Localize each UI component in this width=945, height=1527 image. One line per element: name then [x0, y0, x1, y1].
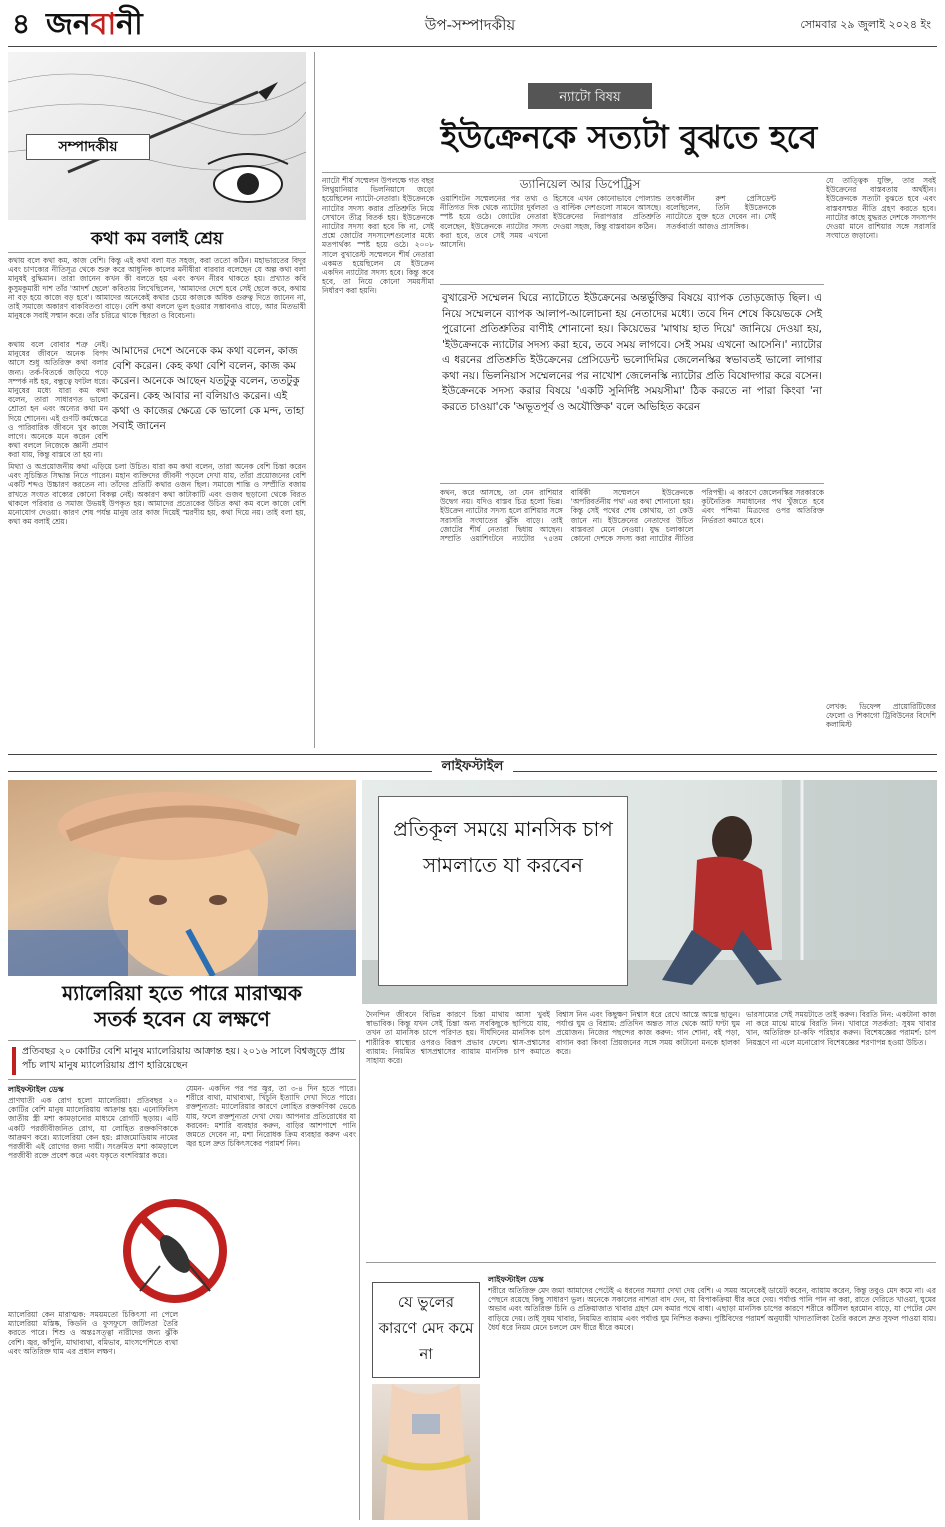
- section-title: উপ-সম্পাদকীয়: [424, 16, 516, 34]
- feature-author-note: লেখক: ডিফেন্স প্রায়োরিটিজের ফেলো ও শিকাগো ট্রিবিউনের বিদেশি কলামিস্ট: [826, 702, 936, 730]
- stress-body-3: ভারসাম্যের সেই সময়টাতে তাই করুন। বিরতি নিন: একটানা কাজ না করে মাঝে মাঝে বিরতি নিন। খাবারে সতর্কতা: সুষম খাবার খান, অতিরিক্ত চা-কফি পরিহার করুন। বিশেষজ্ঞের পরামর্শ: চাপ নিয়ন্ত্রণে না এলে মনোরোগ বিশেষজ্ঞের শরণাপন্ন হওয়া উচিত।: [746, 1010, 936, 1047]
- lifestyle-section-bar: [8, 754, 937, 772]
- feature-headline: ইউক্রেনকে সত্যটা বুঝতে হবে: [440, 118, 818, 156]
- malaria-pull-text: প্রতিবছর ২০ কোটির বেশি মানুষ ম্যালেরিয়ায় আক্রান্ত হয়। ২০১৬ সালে বিশ্বজুড়ে প্রায় পাঁচ লাখ মানুষ ম্যালেরিয়ায় প্রাণ হারিয়েছেন: [22, 1046, 346, 1071]
- malaria-headline-line-1: ম্যালেরিয়া হতে পারে মারাত্মক: [62, 981, 302, 1005]
- editorial-body-bottom: মিথ্যা ও অপ্রয়োজনীয় কথা এড়িয়ে চলা উচিত। যারা কম কথা বলেন, তারা অনেক বেশি চিন্তা করেন এবং সুচিন্তিত সিদ্ধান্ত নিতে পারেন। মহান ব্যক্তিদের জীবনী পড়লে দেখা যায়, তাঁরা প্রয়োজনের বেশি একটি শব্দও উচ্চারণ করতেন না। তাঁদের প্রতিটি কথার ওজন ছিল। সমাজে শান্তি ও সম্প্রীতি বজায় রাখতে সংযত বাক্যের কোনো বিকল্প নেই। অকারণ কথা কাটাকাটি এবং গুজব ছড়ানো থেকে বিরত থাকলে পরিবার ও সমাজ উভয়ই উপকৃত হয়। আমাদের প্রত্যেকের উচিত কথা কম বলে কাজে বেশি মনোযোগ দেওয়া। কারণ শেষ পর্যন্ত মানুষ তার কাজ দিয়েই স্মরণীয় হয়, কথা দিয়ে নয়। তাই বলা হয়, কথা কম বলাই শ্রেয়।: [8, 462, 306, 527]
- fat-headline: যে ভুলের কারণে মেদ কমে না: [378, 1293, 474, 1363]
- stress-body-1: দৈনন্দিন জীবনে বিভিন্ন কারণে চিন্তা মাথায় আসা খুবই স্বাভাবিক। কিন্তু যখন সেই চিন্তা অন্য সবকিছুকে ছাপিয়ে যায়, তখন তা মানসিক চাপে পরিণত হয়। দীর্ঘদিনের মানসিক চাপ শারীরিক স্বাস্থ্যের ওপরও বিরূপ প্রভাব ফেলে। শ্বাস-প্রশ্বাসের ব্যায়াম: নিয়মিত শ্বাসপ্রশ্বাসের ব্যায়াম মানসিক চাপ কমাতে সাহায্য করে।: [366, 1010, 550, 1066]
- logo-part-1: জন: [46, 7, 91, 42]
- malaria-body-1: প্রাণঘাতী এক রোগ হলো ম্যালেরিয়া। প্রতিবছর ২০ কোটির বেশি মানুষ ম্যালেরিয়ায় আক্রান্ত হয়। এনোফিলিস জাতীয় স্ত্রী মশা কামড়ানোর মাধ্যমে রোগটি ছড়ায়। এটি একটি পরজীবীজনিত রোগ, যা লোহিত রক্তকণিকাকে আক্রমণ করে। ম্যালেরিয়া কেন হয়: প্লাজমোডিয়াম নামের পরজীবী এই রোগের জন্য দায়ী। সংক্রমিত মশা কামড়ালে পরজীবী রক্তে প্রবেশ করে এবং যকৃতে বংশবিস্তার করে।: [8, 1096, 178, 1161]
- malaria-pull-quote: [8, 1040, 356, 1080]
- feature-pull-quote: [440, 284, 824, 484]
- feature-rule: [322, 172, 936, 173]
- feature-col-4: তৎকালীন রুশ প্রেসিডেন্ট বলেছিলেন, তিনি ইউক্রেনকে ন্যাটোতে যুক্ত হতে দেবেন না। সেই সতর্কবার্তা আজও প্রাসঙ্গিক।: [666, 194, 776, 231]
- issue-date: সোমবার ২৯ জুলাই ২০২৪ ইং: [800, 18, 931, 31]
- feature-col-3: হিসেবে এখন কোনোভাবে পোল্যান্ড ও বাল্টিক দেশগুলো সামনে আসছে। ইউক্রেনের নিরাপত্তার প্রতিশ্রুতি দেওয়া সহজ, কিন্তু বাস্তবায়ন কঠিন।: [553, 194, 661, 231]
- stress-headline-box: [378, 796, 628, 986]
- malaria-desk: লাইফস্টাইল ডেস্ক: [8, 1085, 64, 1094]
- column-divider: [314, 52, 315, 748]
- malaria-photo: [8, 780, 356, 976]
- editorial-label: সম্পাদকীয়: [26, 134, 150, 160]
- logo-part-2: বা: [90, 7, 117, 42]
- fat-body: শরীরে অতিরিক্ত মেদ জমা আমাদের পেটেই এ ধরনের সমস্যা দেখা দেয় বেশি। এ সময় অনেকেই ডায়েট করেন, ব্যায়াম করেন, কিন্তু তবুও মেদ কমে না। এর পেছনে রয়েছে কিছু সাধারণ ভুল। অনেকে সকালের নাশতা বাদ দেন, যা বিপাকক্রিয়া ধীর করে দেয়। পর্যাপ্ত পানি পান না করা, রাতে দেরিতে খাওয়া, ঘুমের অভাব এবং অতিরিক্ত চিনি ও প্রক্রিয়াজাত খাবার গ্রহণ মেদ কমার পথে বাধা। এছাড়া মানসিক চাপের কারণে শরীরে কর্টিসল হরমোন বাড়ে, যা পেটের মেদ বাড়িয়ে দেয়। তাই সুষম খাবার, নিয়মিত ব্যায়াম এবং পর্যাপ্ত ঘুম নিশ্চিত করুন। পুষ্টিবিদের পরামর্শ অনুযায়ী খাদ্যতালিকা তৈরি করলে দ্রুত সুফল পাওয়া যায়। ধৈর্য ধরে নিয়ম মেনে চললে মেদ ধীরে ধীরে কমবে।: [488, 1286, 936, 1332]
- masthead-logo: [46, 8, 143, 42]
- feature-tag: ন্যাটো বিষয়: [528, 83, 652, 109]
- stress-body-2: বিশ্বাস নিন এবং কিছুক্ষণ নিশ্বাস ধরে রেখে আস্তে আস্তে ছাড়ুন। পর্যাপ্ত ঘুম ও বিশ্রাম: প্রতিদিন অন্তত সাত থেকে আট ঘণ্টা ঘুম প্রয়োজন। নিজের পছন্দের কাজ করুন: গান শোনা, বই পড়া, বাগান করা কিংবা প্রিয়জনের সঙ্গে সময় কাটানো মনকে হালকা করে।: [556, 1010, 740, 1056]
- editorial-headline-rule: [8, 252, 306, 253]
- lifestyle-section-title: লাইফস্টাইল: [432, 759, 514, 774]
- malaria-pull-marker: [12, 1047, 16, 1075]
- logo-part-3: নী: [116, 7, 143, 42]
- malaria-headline: [8, 980, 356, 1032]
- stress-headline: প্রতিকূল সময়ে মানসিক চাপ সামলাতে যা করবেন: [393, 817, 613, 877]
- waist-photo: [372, 1384, 480, 1520]
- feature-col-5: যে তাত্ত্বিক যুক্তি, তার সবই ইউক্রেনের বাস্তবতায় অর্থহীন। ইউক্রেনকে সত্যটা বুঝতে হবে এবং বাস্তবসম্মত নীতি গ্রহণ করতে হবে। ন্যাটোর কাছে যুদ্ধরত দেশকে সদস্যপদ দেওয়া মানে রাশিয়ার সঙ্গে সরাসরি সংঘাতে জড়ানো।: [826, 176, 936, 241]
- editorial-pull-quote: আমাদের দেশে অনেকে কম কথা বলেন, কাজ বেশি করেন। কেহ কথা বেশি বলেন, কাজ কম করেন। অনেকে আছেন যতটুকু বলেন, ততটুকু করেন। কেহ আবার না বলিয়াও করেন। এই কথা ও কাজের ক্ষেত্রে কে ভালো কে মন্দ, তাহা সবাই জানেন: [112, 345, 305, 432]
- masthead-rule: [8, 46, 937, 47]
- sick-child-illustration: [8, 780, 356, 976]
- malaria-body-2: ম্যালেরিয়া কেন মারাত্মক: সময়মতো চিকিৎসা না পেলে ম্যালেরিয়া মস্তিষ্ক, কিডনি ও ফুসফুসে জটিলতা তৈরি করতে পারে। শিশু ও অন্তঃসত্ত্বা নারীদের জন্য ঝুঁকি বেশি। জ্বর, কাঁপুনি, মাথাব্যথা, বমিভাব, মাংসপেশিতে ব্যথা এবং অতিরিক্ত ঘাম এর প্রধান লক্ষণ।: [8, 1310, 178, 1356]
- feature-col-2: ওয়াশিংটন সম্মেলনের পর তথ্য ও নীতিগত দিক থেকে ন্যাটোর দুর্বলতা স্পষ্ট হয়ে ওঠে। জোটের নেতারা বলেছেন, ইউক্রেনকে ন্যাটোর সদস্য করা হবে, তবে সেই সময় এখনো আসেনি।: [440, 194, 548, 250]
- masthead: [0, 0, 945, 60]
- lifestyle-divider: [359, 1040, 360, 1520]
- editorial-body-left: কথায় বলে বোবার শত্রু নেই। মানুষের জীবনে অনেক বিপদ আসে শুধু অতিরিক্ত কথা বলার জন্য। তর্ক-বিতর্কে জড়িয়ে পড়ে সম্পর্ক নষ্ট হয়, বন্ধুত্বে ফাটল ধরে। মানুষের মধ্যে যারা কম কথা বলেন, তারা সাধারণত ভালো শ্রোতা হন এবং অন্যের কথা মন দিয়ে শোনেন। এই গুণটি কর্মক্ষেত্রে ও পারিবারিক জীবনে খুব কাজে লাগে। অনেকে মনে করেন বেশি কথা বললে নিজেকে জ্ঞানী প্রমাণ করা যায়, কিন্তু বাস্তবে তা হয় না।: [8, 340, 108, 460]
- page-number: ৪: [12, 7, 31, 40]
- fat-desk: লাইফস্টাইল ডেস্ক: [488, 1275, 544, 1284]
- editorial-illustration: [8, 52, 306, 220]
- feature-body-lower: কথন, করে আসছে, তা যেন রাশিয়ার উদ্বেগ নয়। যদিও বাস্তব চিত্র হলো ভিন্ন। ইউক্রেন ন্যাটোর সদস্য হলে রাশিয়ার সঙ্গে সরাসরি সংঘাতের ঝুঁকি বাড়ে। তাই জোটের শীর্ষ নেতারা দ্বিধায় আছেন। সম্প্রতি ওয়াশিংটনে ন্যাটোর ৭৫তম বার্ষিকী সম্মেলনে ইউক্রেনকে 'অপরিবর্তনীয় পথ' এর কথা শোনানো হয়। কিন্তু সেই পথের শেষ কোথায়, তা কেউ জানে না। ইউক্রেনের নেতাদের উচিত বাস্তবতা মেনে নেওয়া। যুদ্ধ চলাকালে কোনো দেশকে সদস্য করা ন্যাটোর নীতির পরিপন্থী। এ কারণে জেলেনস্কির সরকারকে কূটনৈতিক সমাধানের পথ খুঁজতে হবে এবং পশ্চিমা মিত্রদের ওপর অতিরিক্ত নির্ভরতা কমাতে হবে।: [440, 488, 824, 544]
- stress-end-rule: [366, 1262, 936, 1263]
- fat-headline-box: [372, 1282, 480, 1378]
- editorial-body-top: কথায় বলে কথা কম, কাজ বেশি। কিন্তু এই কথা বলা যত সহজ, করা ততো কঠিন। মহাভারতের বিদূর এবং চাণক্যের নীতিসূত্র থেকে শুরু করে আধুনিক কালের মনীষীরা বারবার বলেছেন যে অল্প কথা বলা মানুষই বুদ্ধিমান। তারা জানেন কখন কী বলতে হয় এবং কখন নীরব থাকতে হয়। প্রখ্যাত কবি কুসুমকুমারী দাশ তাঁর 'আদর্শ ছেলে' কবিতায় লিখেছিলেন, 'আমাদের দেশে হবে সেই ছেলে কবে, কথায় না বড় হয়ে কাজে বড় হবে'। আমাদের অনেকেই কথার চেয়ে কাজকে অধিক গুরুত্ব দিতে জানেন না, তাই সমাজে অকারণ বাকবিতণ্ডা বাড়ে। বেশি কথা বললে ভুল হওয়ার সম্ভাবনাও বাড়ে, আর মিতভাষী মানুষকে সবাই সম্মান করে। তাঁর চরিত্রে থাকে স্থিরতা ও বিবেচনা।: [8, 256, 306, 321]
- feature-pull-quote-text: বুখারেস্ট সম্মেলন ঘিরে ন্যাটোতে ইউক্রেনের অন্তর্ভুক্তির বিষয়ে ব্যাপক তোড়জোড় ছিল। এ নিয়ে সম্মেলনে ব্যাপক আলাপ-আলোচনা হয় নেতাদের মধ্যে। তবে দিন শেষে কিয়েভকে সেই পুরোনো প্রতিশ্রুতির বাণীই শোনানো হয়। কিয়েভের 'মাথায় হাত দিয়ে' জানিয়ে দেওয়া হয়, 'ইউক্রেনকে ন্যাটোর সদস্য করা হবে, তবে সময় লাগবে। সেই সময় এখনো আসেনি।' ন্যাটোর এ ধরনের প্রতিশ্রুতি ইউক্রেনের প্রেসিডেন্ট ভলোদিমির জেলেনস্কির স্বভাবতই ভালো লাগার কথা নয়। ভিলনিয়াস সম্মেলনের পর নাখোশ জেলেনস্কি ন্যাটোর প্রতি বিষোদগার করে বসেন। ইউক্রেনকে সদস্য করার বিষয়ে 'একটি সুনির্দিষ্ট সময়সীমা' ঠিক করতে না পারা কিংবা 'না করতে চাওয়া'কে 'অভূতপূর্ব ও অযৌক্তিক' বলে অভিহিত করেন: [442, 292, 822, 413]
- feature-byline: ড্যানিয়েল আর ডিপেট্রিস: [519, 177, 641, 191]
- stress-photo: [362, 780, 937, 1004]
- editorial-headline: কথা কম বলাই শ্রেয়: [90, 229, 224, 249]
- feature-col-1: ন্যাটো শীর্ষ সম্মেলন উপলক্ষে গত বছর লিথুয়ানিয়ার ভিলনিয়াসে জড়ো হয়েছিলেন ন্যাটো-নেতারা। ইউক্রেনকে ন্যাটোর সদস্য করার প্রতিশ্রুতি নিয়ে সেখানে তীব্র বিতর্ক হয়। ইউক্রেনকে ন্যাটোর সদস্য করা হবে কি না, সেই প্রশ্নে জোটের সদস্যদেশগুলোর মধ্যে মতপার্থক্য স্পষ্ট হয়ে ওঠে। ২০০৮ সালে বুখারেস্ট সম্মেলনে শীর্ষ নেতারা একমত হয়েছিলেন যে ইউক্রেন একদিন ন্যাটোর সদস্য হবে। কিন্তু কবে হবে, তা নিয়ে কোনো সময়সীমা নির্ধারণ করা হয়নি।: [322, 176, 434, 296]
- malaria-headline-line-2: সতর্ক হবেন যে লক্ষণে: [94, 1007, 270, 1031]
- measuring-tape-illustration: [372, 1384, 480, 1520]
- malaria-body-3: যেমন- একদিন পর পর জ্বর, তা ৩-৪ দিন হতে পারে। শরীরে ব্যথা, মাথাব্যথা, খিঁচুনি ইত্যাদি দেখা দিতে পারে। রক্তশূন্যতা: ম্যালেরিয়ার কারণে লোহিত রক্তকণিকা ভেঙে যায়, ফলে রক্তশূন্যতা দেখা দেয়। আপনার প্রতিরোধের যা করবেন: মশারি ব্যবহার করুন, বাড়ির আশপাশে পানি জমতে দেবেন না, মশা নিরোধক ক্রিম ব্যবহার করুন এবং জ্বর হলে দ্রুত চিকিৎসকের পরামর্শ নিন।: [186, 1084, 356, 1149]
